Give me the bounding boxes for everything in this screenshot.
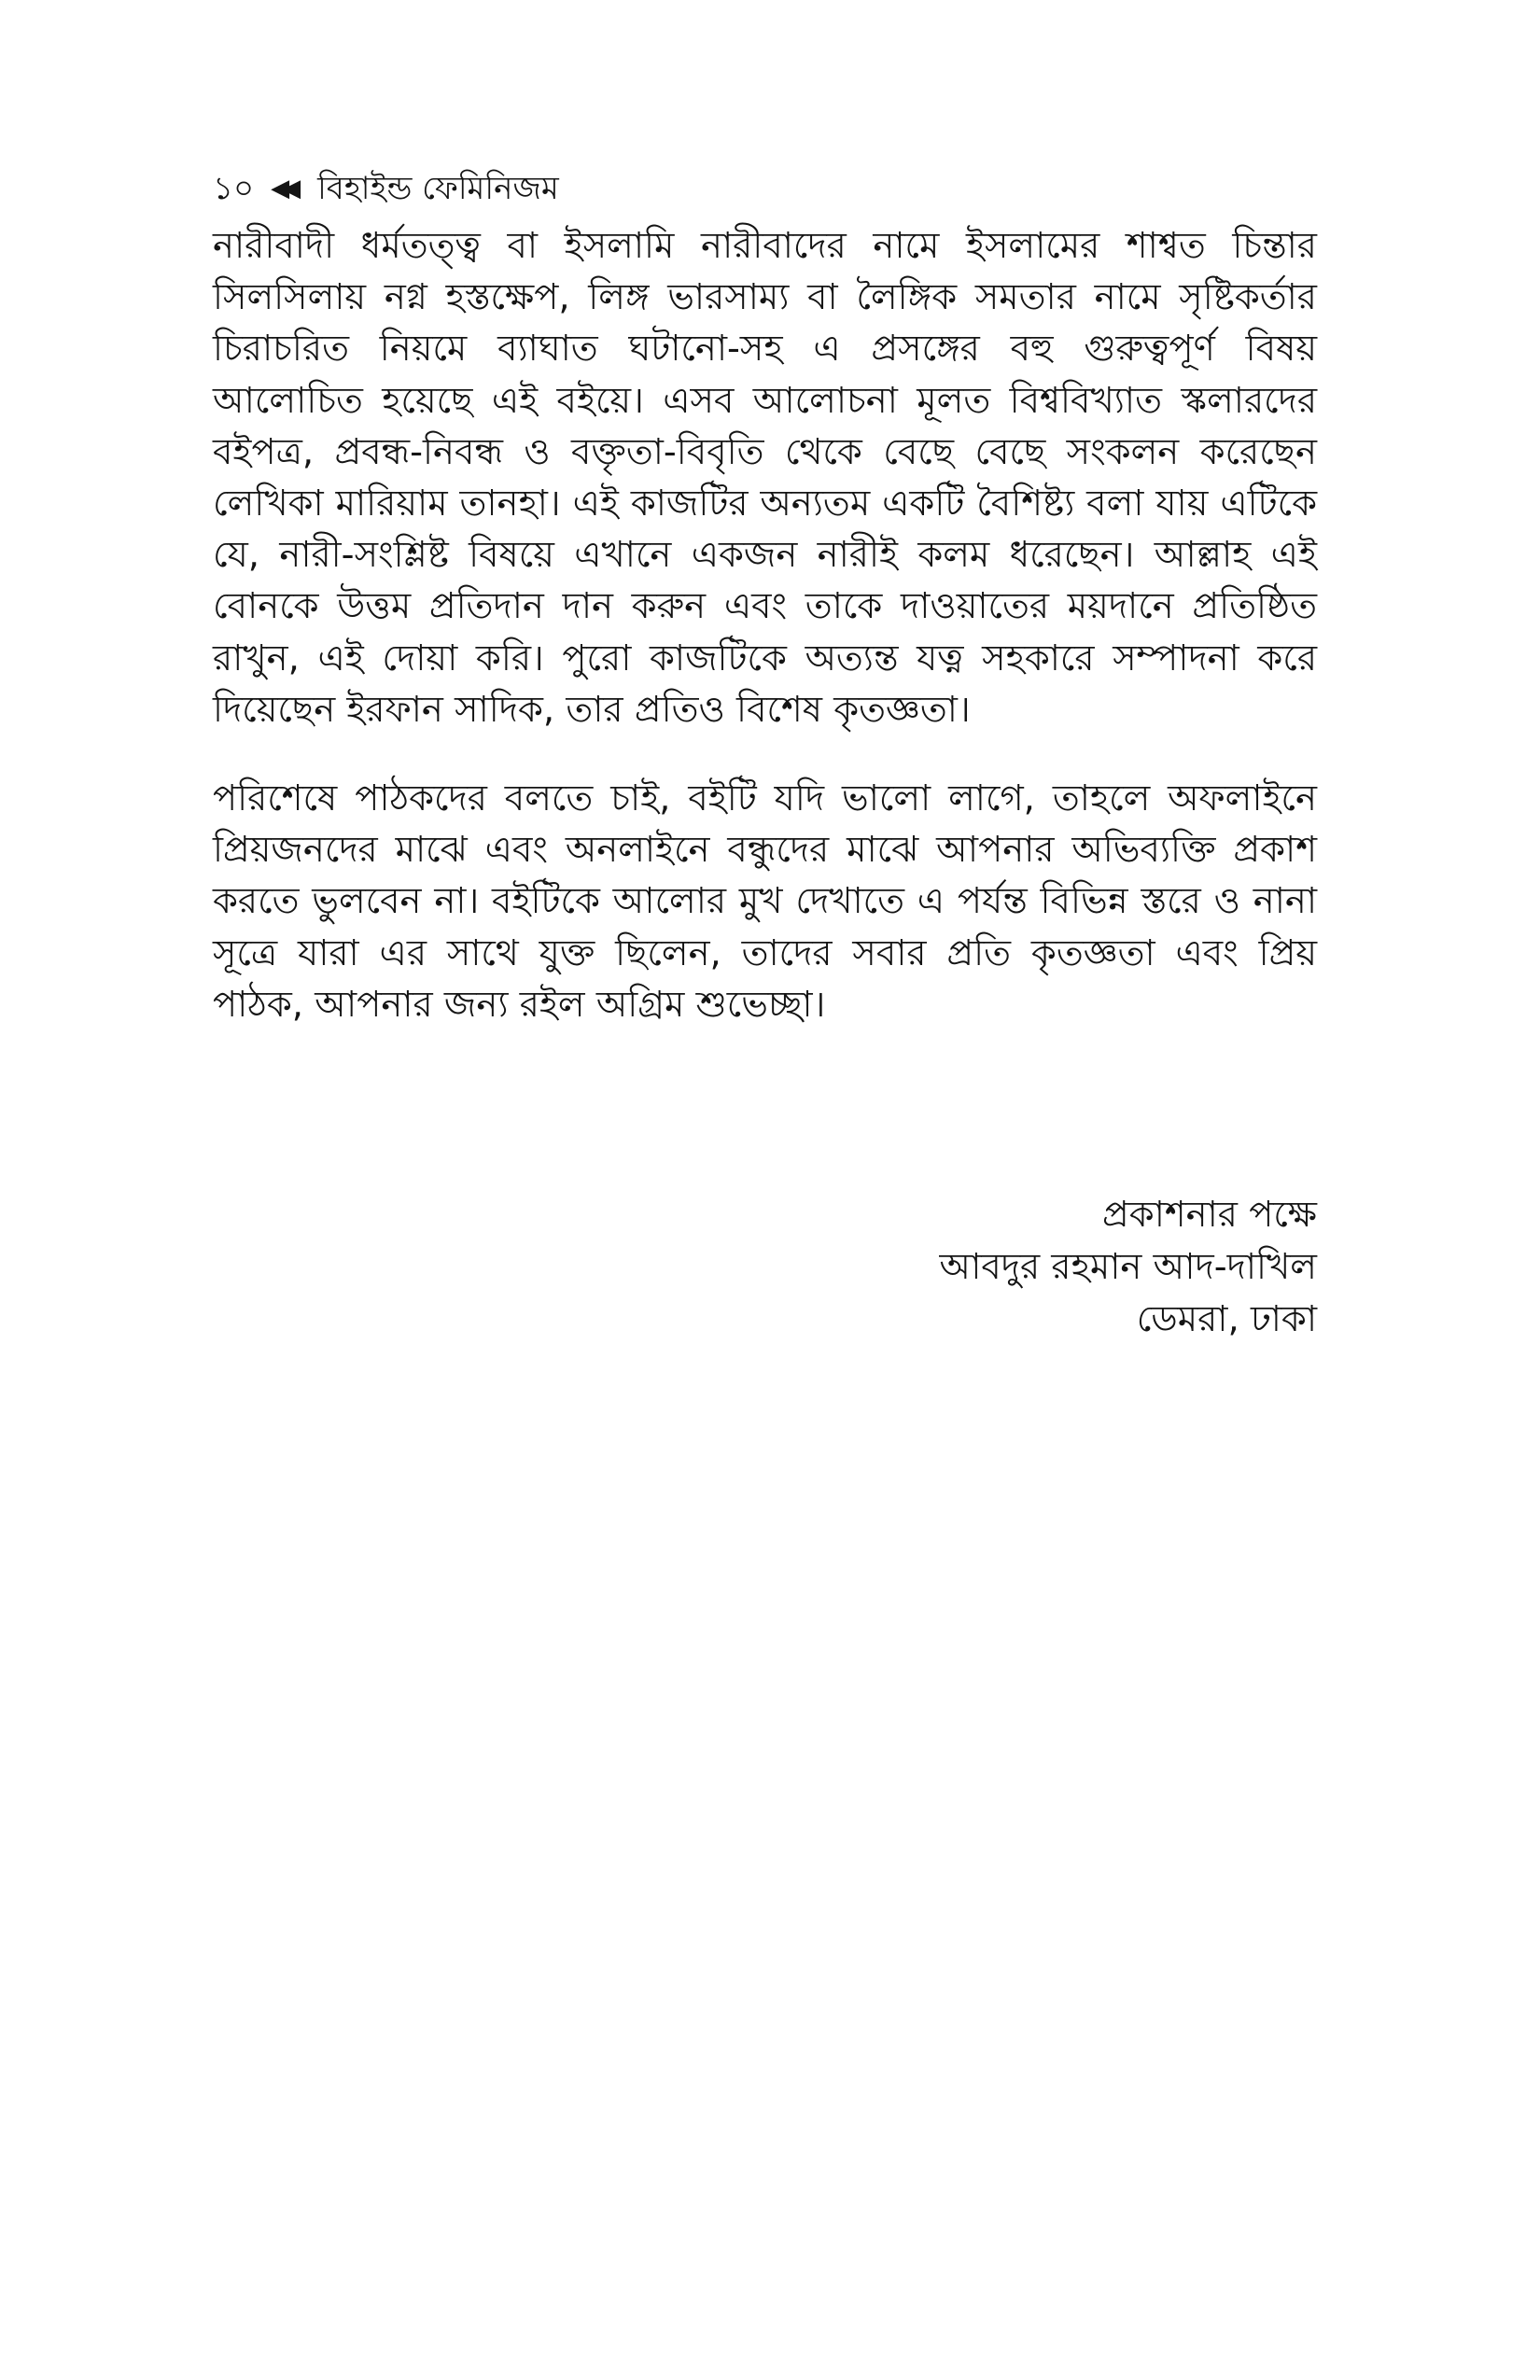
page-content (213, 166, 1317, 1340)
paragraph-2: পরিশেষে পাঠকদের বলতে চাই, বইটি যদি ভালো লাগে, তাহলে অফলাইনে প্রিয়জনদের মাঝে এবং অনলাইনে বন্ধুদের মাঝে আপনার অভিব্যক্তি প্রকাশ করতে ভুলবেন না। বইটিকে আলোর মুখ দেখাতে এ পর্যন্ত বিভিন্ন স্তরে ও নানা সূত্রে যারা এর সাথে যুক্ত ছিলেন, তাদের সবার প্রতি কৃতজ্ঞতা এবং প্রিয় পাঠক, আপনার জন্য রইল অগ্রিম শুভেচ্ছা। (213, 777, 1317, 1026)
double-left-arrow-icon: ◀◀ (271, 175, 294, 203)
running-header (213, 166, 1317, 211)
signature-line-name: আবদুর রহমান আদ-দাখিল (939, 1246, 1317, 1288)
book-title: বিহাইন্ড ফেমিনিজম (317, 170, 559, 207)
signature-line-location: ডেমরা, ঢাকা (1136, 1298, 1317, 1340)
page-number: ১০ (213, 170, 255, 207)
signature-block (939, 1189, 1317, 1346)
paragraph-1: নারীবাদী ধর্মতত্ত্ব বা ইসলামি নারীবাদের নামে ইসলামের শাশ্বত চিন্তার সিলসিলায় নগ্ন হস্তক্ষেপ, লিঙ্গ ভারসাম্য বা লৈঙ্গিক সমতার নামে সৃষ্টিকর্তার চিরাচরিত নিয়মে ব্যাঘাত ঘটানো-সহ এ প্রসঙ্গের বহু গুরুত্বপূর্ণ বিষয় আলোচিত হয়েছে এই বইয়ে। এসব আলোচনা মূলত বিশ্ববিখ্যাত স্কলারদের বইপত্র, প্রবন্ধ-নিবন্ধ ও বক্তৃতা-বিবৃতি থেকে বেছে বেছে সংকলন করেছেন লেখিকা মারিয়াম তানহা। এই কাজটির অন্যতম একটি বৈশিষ্ট্য বলা যায় এটিকে যে, নারী-সংশ্লিষ্ট বিষয়ে এখানে একজন নারীই কলম ধরেছেন। আল্লাহ এই বোনকে উত্তম প্রতিদান দান করুন এবং তাকে দাওয়াতের ময়দানে প্রতিষ্ঠিত রাখুন, এই দোয়া করি। পুরো কাজটিকে অত্যন্ত যত্ন সহকারে সম্পাদনা করে দিয়েছেন ইরফান সাদিক, তার প্রতিও বিশেষ কৃতজ্ঞতা। (213, 225, 1317, 731)
signature-line-publisher: প্রকাশনার পক্ষে (1102, 1194, 1317, 1236)
